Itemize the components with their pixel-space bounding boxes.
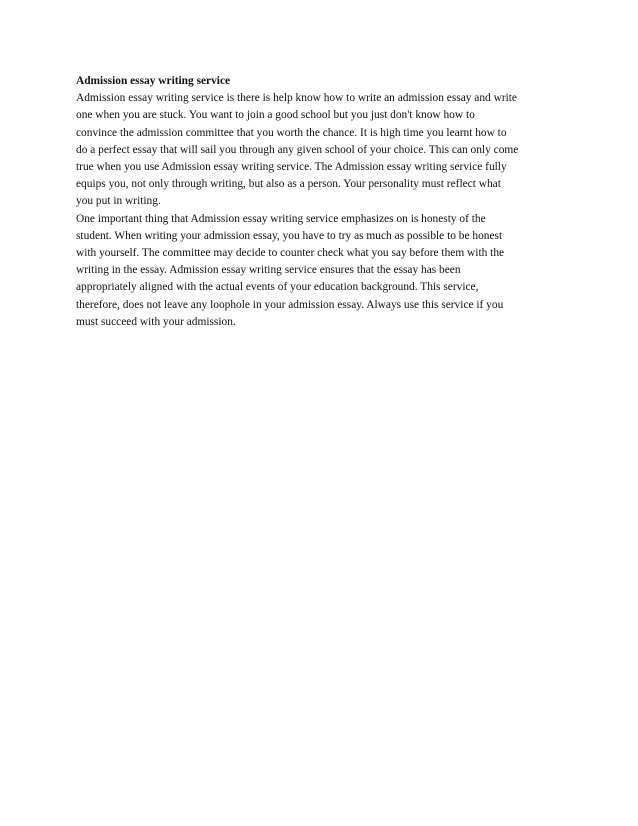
document-title: Admission essay writing service	[76, 75, 231, 87]
text-line: you put in writing.	[76, 195, 161, 208]
text-line: writing in the essay. Admission essay writing service ensures that the essay has been	[76, 264, 461, 277]
text-line: must succeed with your admission.	[76, 315, 236, 328]
text-line: equips you, not only through writing, but also as a person. Your personality must reflect what	[76, 178, 501, 191]
text-line: One important thing that Admission essay writing service emphasizes on is honesty of the	[76, 212, 486, 225]
text-line: one when you are stuck. You want to join a good school but you just don't know how to	[76, 109, 475, 122]
text-line: Admission essay writing service is there is help know how to write an admission essay and write	[76, 92, 517, 105]
text-line: with yourself. The committee may decide to counter check what you say before them with the	[76, 247, 505, 260]
text-line: student. When writing your admission essay, you have to try as much as possible to be honest	[76, 229, 503, 242]
text-line: convince the admission committee that you worth the chance. It is high time you learnt how to	[76, 126, 507, 139]
text-line: do a perfect essay that will sail you through any given school of your choice. This can only come	[76, 143, 519, 156]
text-line: true when you use Admission essay writing service. The Admission essay writing service fully	[76, 161, 507, 174]
text-line: therefore, does not leave any loophole in your admission essay. Always use this service if you	[76, 298, 504, 311]
text-line: appropriately aligned with the actual events of your education background. This service,	[76, 281, 479, 294]
document-body	[76, 73, 576, 331]
